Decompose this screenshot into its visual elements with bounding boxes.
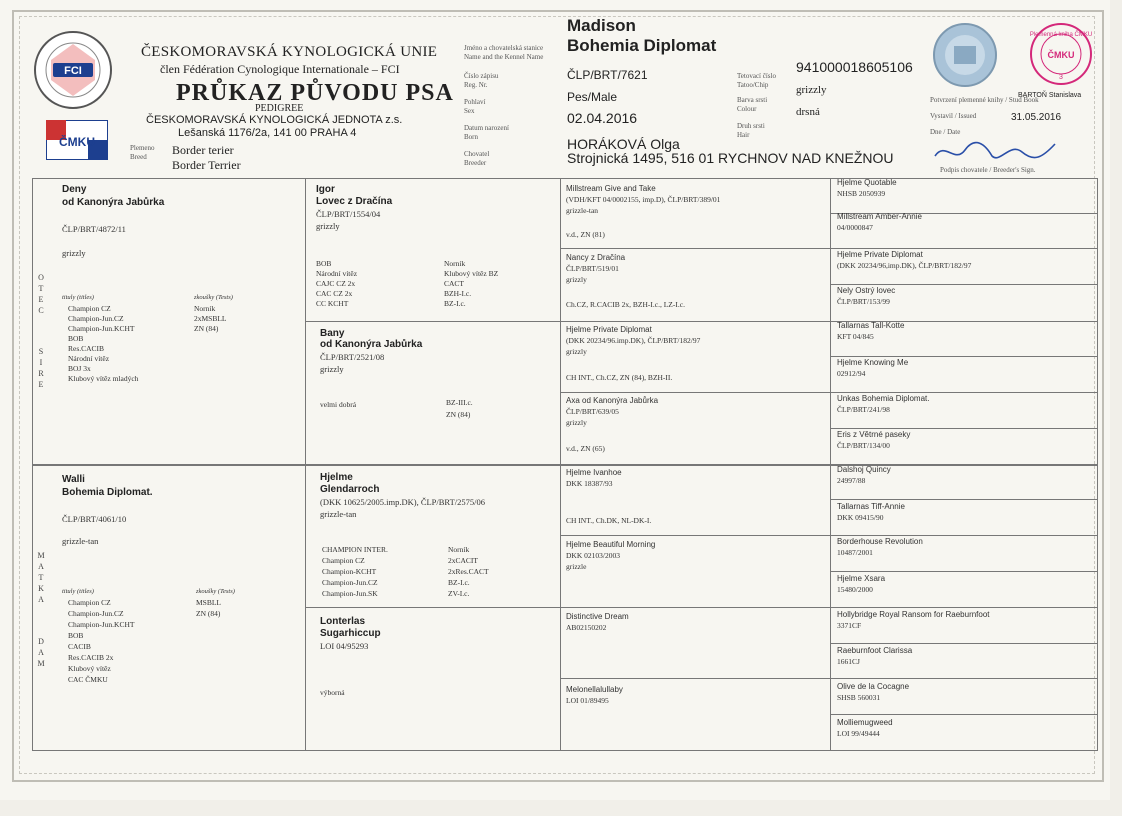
gen2-test: BZ-III.c. bbox=[446, 398, 473, 407]
gen2-colour: grizzle-tan bbox=[320, 509, 357, 519]
fci-logo-icon bbox=[33, 30, 113, 110]
sire-test: Norník bbox=[194, 304, 216, 313]
gen2-test: 2xRes.CACT bbox=[448, 567, 489, 576]
cmku-logo-text: ČMKU bbox=[59, 135, 95, 149]
gen4-reg: (DKK 20234/96,imp.DK), ČLP/BRT/182/97 bbox=[837, 261, 972, 270]
born-caption-en: Born bbox=[464, 133, 478, 141]
gen4-reg: 24997/88 bbox=[837, 476, 866, 485]
side-label-letter: K bbox=[38, 584, 44, 593]
side-label-letter: M bbox=[37, 551, 45, 560]
gen2-title: Champion-Jun.CZ bbox=[322, 578, 378, 587]
gen2-title: BOB bbox=[316, 259, 332, 268]
gen3-colour: grizzly bbox=[566, 347, 587, 356]
gen4-reg: DKK 09415/90 bbox=[837, 513, 884, 522]
gen3-reg: DKK 02103/2003 bbox=[566, 551, 620, 560]
dam-title: Res.CACIB 2x bbox=[68, 653, 114, 662]
date-caption: Dne / Date bbox=[930, 128, 961, 136]
club-address: Lešanská 1176/2a, 141 00 PRAHA 4 bbox=[178, 127, 357, 139]
gen4-reg: 10487/2001 bbox=[837, 548, 873, 557]
breed-caption-cz: Plemeno bbox=[130, 144, 155, 152]
issued-caption: Vystavil / Issued bbox=[930, 112, 977, 120]
gen3-name: Nancy z Dračína bbox=[566, 253, 626, 262]
gen4-reg: 1661CJ bbox=[837, 657, 860, 666]
gen2-title: výborná bbox=[320, 688, 345, 697]
gen4-name: Eris z Větrné paseky bbox=[837, 430, 911, 439]
gen2-colour: grizzly bbox=[320, 364, 344, 374]
gen3-reg: ČLP/BRT/639/05 bbox=[566, 407, 619, 416]
gen3-reg: DKK 18387/93 bbox=[566, 479, 613, 488]
dog-chip: 941000018605106 bbox=[796, 59, 913, 75]
side-label-matka bbox=[35, 550, 47, 605]
gen3-name: Hjelme Beautiful Morning bbox=[566, 540, 656, 549]
gen4-reg: ČLP/BRT/153/99 bbox=[837, 297, 890, 306]
dam-name-line2: Bohemia Diplomat. bbox=[62, 487, 153, 498]
gen3-colour: grizzle-tan bbox=[566, 206, 599, 215]
gen3-extra: Ch.CZ, R.CACIB 2x, BZH-I.c., LZ-I.c. bbox=[566, 300, 685, 309]
dam-title: BOB bbox=[68, 631, 84, 640]
sire-title: Národní vítěz bbox=[68, 354, 110, 363]
sire-title: Champion-Jun.CZ bbox=[68, 314, 124, 323]
gen2-test: BZH-I.c. bbox=[444, 289, 472, 298]
gen4-name: Millstream Amber-Annie bbox=[837, 212, 922, 221]
side-label-letter: E bbox=[38, 295, 44, 304]
side-label-letter: S bbox=[38, 347, 44, 356]
org-subtitle: člen Fédération Cynologique Internationale – FCI bbox=[160, 62, 400, 76]
gen2-test: Norník bbox=[444, 259, 466, 268]
sex-caption-cz: Pohlaví bbox=[464, 98, 486, 106]
gen4-name: Molliemugweed bbox=[837, 718, 893, 727]
gen2-test: 2xCACIT bbox=[448, 556, 478, 565]
dog-name-line2: Bohemia Diplomat bbox=[567, 36, 717, 55]
side-label-letter: A bbox=[38, 595, 44, 604]
sire-tests-caption: zkoušky (Tests) bbox=[194, 294, 233, 301]
dam-titles-caption: tituly (titles) bbox=[62, 588, 94, 595]
gen4-reg: 3371CF bbox=[837, 621, 862, 630]
cmku-logo-icon bbox=[46, 120, 108, 160]
sex-caption-en: Sex bbox=[464, 107, 475, 115]
side-label-letter: D bbox=[38, 637, 44, 646]
document-title: PRŮKAZ PŮVODU PSA bbox=[176, 80, 454, 106]
dam-test: MSBLL bbox=[196, 598, 222, 607]
gen2-test: ZV-I.c. bbox=[448, 589, 470, 598]
sire-title: BOJ 3x bbox=[68, 364, 91, 373]
dam-title: Klubový vítěz bbox=[68, 664, 111, 673]
side-label-letter: A bbox=[38, 562, 44, 571]
gen3-extra: v.d., ZN (65) bbox=[566, 444, 605, 453]
dam-colour: grizzle-tan bbox=[62, 536, 99, 546]
gen3-reg: LOI 01/89495 bbox=[566, 696, 609, 705]
gen2-colour: grizzly bbox=[316, 221, 340, 231]
gen2-title: CAJC CZ 2x bbox=[316, 279, 356, 288]
gen2-name-line2: Glendarroch bbox=[320, 484, 380, 495]
reg-caption-en: Reg. Nr. bbox=[464, 81, 488, 89]
gen2-reg: (DKK 10625/2005.imp.DK), ČLP/BRT/2575/06 bbox=[320, 497, 486, 507]
gen2-name-line2: od Kanonýra Jabůrka bbox=[320, 339, 423, 350]
gen4-name: Hjelme Xsara bbox=[837, 574, 886, 583]
gen4-name: Hjelme Knowing Me bbox=[837, 358, 909, 367]
side-label-letter: O bbox=[38, 273, 44, 282]
org-name: ČESKOMORAVSKÁ KYNOLOGICKÁ UNIE bbox=[141, 44, 438, 60]
side-label-letter: R bbox=[38, 369, 44, 378]
gen2-title: velmi dobrá bbox=[320, 400, 357, 409]
hologram-seal-icon bbox=[932, 22, 998, 88]
breeder-caption-cz: Chovatel bbox=[464, 150, 490, 158]
gen2-title: CAC CZ 2x bbox=[316, 289, 353, 298]
dog-born: 02.04.2016 bbox=[567, 110, 638, 126]
chip-caption-cz: Tetovací číslo bbox=[737, 72, 776, 80]
breeder-caption-en: Breeder bbox=[464, 159, 487, 167]
sire-title: BOB bbox=[68, 334, 84, 343]
gen3-name: Axa od Kanonýra Jabůrka bbox=[566, 396, 659, 405]
side-label-letter: T bbox=[38, 573, 44, 582]
sire-name-line2: od Kanonýra Jabůrka bbox=[62, 197, 165, 208]
gen4-name: Olive de la Cocagne bbox=[837, 682, 910, 691]
gen2-test: BZ-I.c. bbox=[448, 578, 470, 587]
dam-title: Champion-Jun.CZ bbox=[68, 609, 124, 618]
gen2-name-line1: Bany bbox=[320, 328, 345, 339]
breeder-address: Strojnická 1495, 516 01 RYCHNOV NAD KNEŽNOU bbox=[567, 150, 894, 166]
side-label-letter: C bbox=[38, 306, 44, 315]
gen2-title: Champion-KCHT bbox=[322, 567, 377, 576]
sire-titles-caption: tituly (titles) bbox=[62, 294, 94, 301]
gen2-test: CACT bbox=[444, 279, 465, 288]
gen2-title: Národní vítěz bbox=[316, 269, 358, 278]
breeder-signature-icon bbox=[930, 136, 1060, 166]
gen2-name-line1: Lonterlas bbox=[320, 616, 366, 627]
breed-cz: Border terier bbox=[172, 143, 234, 157]
issuer-name: BARTOŇ Stanislava bbox=[1018, 92, 1082, 99]
confirm-caption: Potvrzení plemenné knihy / Stud Book bbox=[930, 96, 1039, 104]
club-name: ČESKOMORAVSKÁ KYNOLOGICKÁ JEDNOTA z.s. bbox=[146, 114, 403, 126]
gen3-colour: grizzly bbox=[566, 418, 587, 427]
breeder-name: HORÁKOVÁ Olga bbox=[567, 136, 680, 152]
gen2-test: BZ-I.c. bbox=[444, 299, 466, 308]
born-caption-cz: Datum narození bbox=[464, 124, 509, 132]
gen3-colour: grizzle bbox=[566, 562, 587, 571]
gen2-reg: LOI 04/95293 bbox=[320, 641, 369, 651]
side-label-sire bbox=[35, 346, 47, 390]
dam-tests-caption: zkoušky (Tests) bbox=[196, 588, 235, 595]
gen3-reg: (VDH/KFT 04/0002155, imp.D), ČLP/BRT/389/01 bbox=[566, 195, 721, 204]
dog-colour: grizzly bbox=[796, 84, 827, 96]
gen2-title: CHAMPION INTER. bbox=[322, 545, 388, 554]
gen3-name: Melonellalullaby bbox=[566, 685, 623, 694]
sire-title: Champion-Jun.KCHT bbox=[68, 324, 135, 333]
gen4-reg: SHSB 560031 bbox=[837, 693, 881, 702]
dam-name-line1: Walli bbox=[62, 474, 85, 485]
gen4-reg: NHSB 2050939 bbox=[837, 189, 886, 198]
gen4-reg: LOI 99/49444 bbox=[837, 729, 880, 738]
gen2-title: Champion-Jun.SK bbox=[322, 589, 378, 598]
gen2-reg: ČLP/BRT/1554/04 bbox=[316, 209, 381, 219]
sire-name-line1: Deny bbox=[62, 184, 87, 195]
side-label-letter: M bbox=[37, 659, 45, 668]
gen4-reg: ČLP/BRT/241/98 bbox=[837, 405, 890, 414]
dam-title: Champion CZ bbox=[68, 598, 111, 607]
name-caption-en: Name and the Kennel Name bbox=[464, 53, 544, 61]
gen3-colour: grizzly bbox=[566, 275, 587, 284]
gen4-reg: 15480/2000 bbox=[837, 585, 873, 594]
gen2-reg: ČLP/BRT/2521/08 bbox=[320, 352, 385, 362]
gen2-title: Champion CZ bbox=[322, 556, 365, 565]
colour-caption-cz: Barva srsti bbox=[737, 96, 768, 104]
sire-title: Klubový vítěz mladých bbox=[68, 374, 139, 383]
side-label-letter: I bbox=[39, 358, 43, 367]
side-label-dam bbox=[35, 636, 47, 669]
dog-name-line1: Madison bbox=[567, 16, 636, 35]
gen2-name-line2: Lovec z Dračína bbox=[316, 196, 393, 207]
side-label-letter: T bbox=[38, 284, 44, 293]
gen4-reg: KFT 04/845 bbox=[837, 332, 874, 341]
hair-caption-cz: Druh srsti bbox=[737, 122, 765, 130]
stamp-code: ČMKU bbox=[1047, 50, 1075, 60]
dam-title: CACIB bbox=[68, 642, 91, 651]
breed-caption-en: Breed bbox=[130, 153, 147, 161]
reg-caption-cz: Číslo zápisu bbox=[464, 72, 499, 80]
gen4-reg: ČLP/BRT/134/00 bbox=[837, 441, 890, 450]
gen3-reg: ČLP/BRT/519/01 bbox=[566, 264, 619, 273]
gen4-name: Hollybridge Royal Ransom for Raeburnfoot bbox=[837, 610, 990, 619]
gen2-test: Norník bbox=[448, 545, 470, 554]
gen4-name: Borderhouse Revolution bbox=[837, 537, 923, 546]
sire-test: 2xMSBLL bbox=[194, 314, 227, 323]
gen3-name: Hjelme Ivanhoe bbox=[566, 468, 622, 477]
document-subtitle: PEDIGREE bbox=[255, 103, 304, 114]
gen4-name: Tallarnas Tiff-Annie bbox=[837, 502, 905, 511]
issued-date: 31.05.2016 bbox=[1011, 112, 1062, 123]
gen3-name: Millstream Give and Take bbox=[566, 184, 656, 193]
hair-caption-en: Hair bbox=[737, 131, 750, 139]
dog-sex: Pes/Male bbox=[567, 90, 618, 104]
dam-reg: ČLP/BRT/4061/10 bbox=[62, 514, 127, 524]
gen3-extra: v.d., ZN (81) bbox=[566, 230, 605, 239]
gen4-name: Nely Ostrý lovec bbox=[837, 286, 896, 295]
gen4-name: Raeburnfoot Clarissa bbox=[837, 646, 913, 655]
stud-book-stamp-icon bbox=[1026, 22, 1096, 86]
gen4-reg: 02912/94 bbox=[837, 369, 866, 378]
side-label-otec bbox=[35, 272, 47, 316]
gen3-extra: CH INT., Ch.CZ, ZN (84), BZH-II. bbox=[566, 373, 673, 382]
chip-caption-en: Tatoo/Chip bbox=[737, 81, 769, 89]
sire-title: Champion CZ bbox=[68, 304, 111, 313]
gen3-name: Distinctive Dream bbox=[566, 612, 629, 621]
gen2-test: Klubový vítěz BZ bbox=[444, 269, 499, 278]
gen2-title: CC KCHT bbox=[316, 299, 349, 308]
sire-reg: ČLP/BRT/4872/11 bbox=[62, 224, 126, 234]
colour-caption-en: Colour bbox=[737, 105, 757, 113]
gen4-name: Unkas Bohemia Diplomat. bbox=[837, 394, 930, 403]
dam-title: CAC ČMKU bbox=[68, 675, 108, 684]
gen3-reg: (DKK 20234/96.imp.DK), ČLP/BRT/182/97 bbox=[566, 336, 701, 345]
fci-logo-text: FCI bbox=[64, 65, 82, 77]
dam-title: Champion-Jun.KCHT bbox=[68, 620, 135, 629]
side-label-letter: A bbox=[38, 648, 44, 657]
gen4-name: Tallarnas Tall-Kotte bbox=[837, 321, 905, 330]
sire-test: ZN (84) bbox=[194, 324, 219, 333]
side-label-letter: E bbox=[38, 380, 44, 389]
stamp-text: Plemenná kniha ČMKU bbox=[1029, 32, 1093, 38]
gen2-name-line2: Sugarhiccup bbox=[320, 628, 381, 639]
sire-colour: grizzly bbox=[62, 248, 86, 258]
gen2-name-line1: Hjelme bbox=[320, 472, 353, 483]
sire-title: Res.CACIB bbox=[68, 344, 105, 353]
breed-en: Border Terrier bbox=[172, 158, 241, 172]
gen2-name-line1: Igor bbox=[316, 184, 335, 195]
gen4-name: Hjelme Quotable bbox=[837, 178, 897, 187]
name-caption-cz: Jméno a chovatelská stanice bbox=[464, 44, 544, 52]
gen2-test: ZN (84) bbox=[446, 410, 471, 419]
dog-hair: drsná bbox=[796, 106, 820, 118]
gen3-reg: AB02150202 bbox=[566, 623, 607, 632]
gen4-name: Hjelme Private Diplomat bbox=[837, 250, 923, 259]
gen4-reg: 04/0000847 bbox=[837, 223, 873, 232]
gen3-extra: CH INT., Ch.DK, NL-DK-I. bbox=[566, 516, 652, 525]
gen3-name: Hjelme Private Diplomat bbox=[566, 325, 652, 334]
signature-caption: Podpis chovatele / Breeder's Sign. bbox=[940, 166, 1036, 174]
dog-reg: ČLP/BRT/7621 bbox=[567, 68, 648, 82]
gen4-name: Dalshoj Quincy bbox=[837, 465, 891, 474]
dam-test: ZN (84) bbox=[196, 609, 221, 618]
stamp-number: 3 bbox=[1059, 74, 1063, 81]
